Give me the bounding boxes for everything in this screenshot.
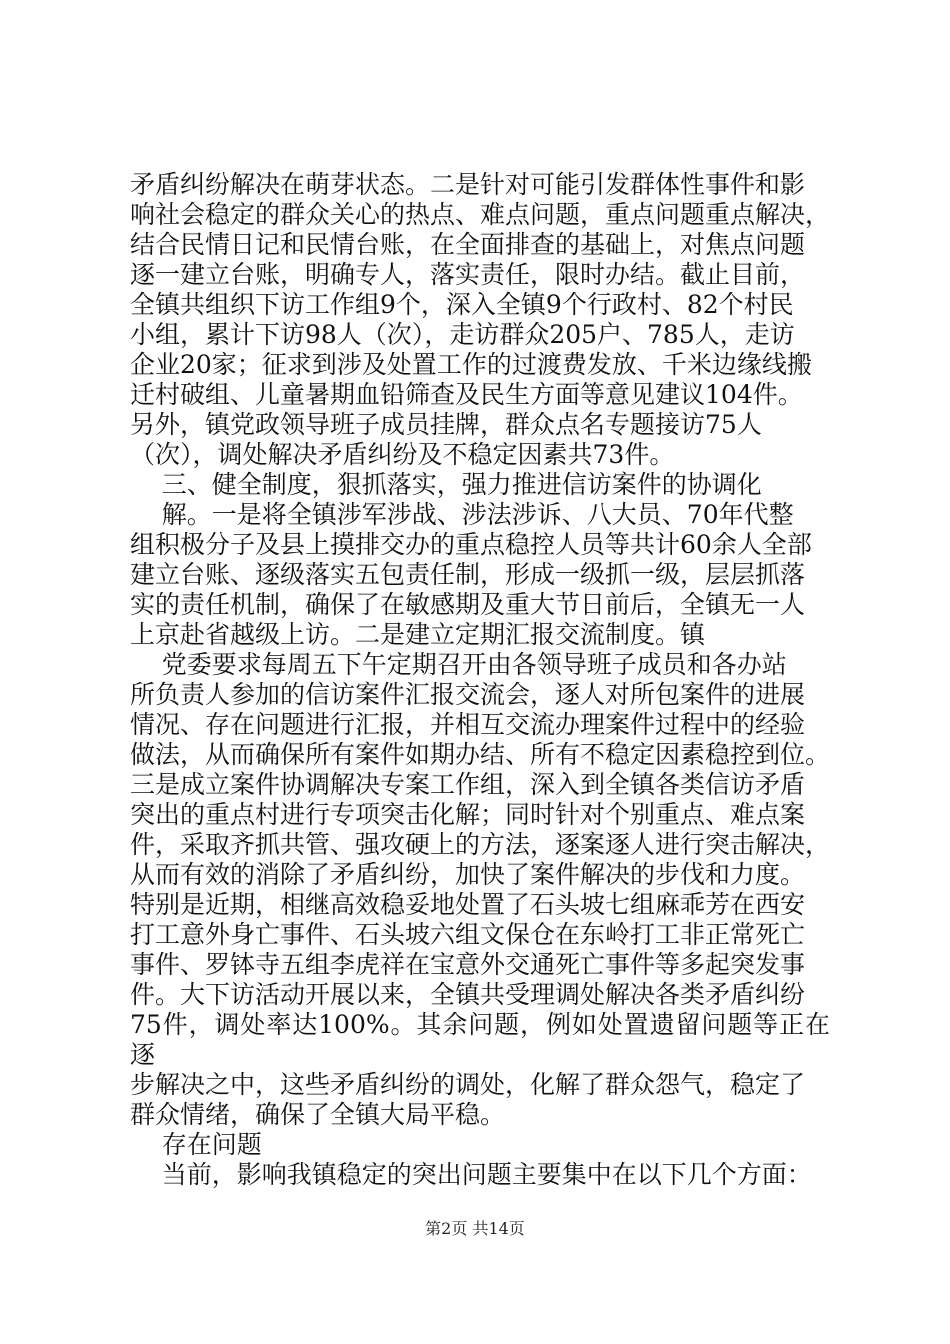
text-line: 做法，从而确保所有案件如期办结、所有不稳定因素稳控到位。	[130, 740, 831, 769]
text-line: 步解决之中，这些矛盾纠纷的调处，化解了群众怨气，稳定了	[130, 1070, 806, 1099]
text-line: 事件、罗钵寺五组李虎祥在宝意外交通死亡事件等多起突发事	[130, 950, 806, 979]
text-line: 件。大下访活动开展以来，全镇共受理调处解决各类矛盾纠纷	[130, 980, 806, 1009]
text-line: （次），调处解决矛盾纠纷及不稳定因素共73件。	[130, 440, 675, 469]
text-line: 所负责人参加的信访案件汇报交流会，逐人对所包案件的进展	[130, 680, 806, 709]
text-line: 群众情绪，确保了全镇大局平稳。	[130, 1100, 506, 1129]
text-line: 75件，调处率达100%。其余问题，例如处置遗留问题等正在逐	[130, 1010, 830, 1069]
text-line: 全镇共组织下访工作组9个，深入全镇9个行政村、82个村民	[130, 290, 794, 319]
text-line: 企业20家；征求到涉及处置工作的过渡费发放、千米边缘线搬	[130, 350, 812, 379]
document-body	[130, 170, 830, 1190]
text-line: 突出的重点村进行专项突击化解；同时针对个别重点、难点案	[130, 800, 806, 829]
text-line: 小组，累计下访98人（次），走访群众205户、785人，走访	[130, 320, 795, 349]
text-line: 从而有效的消除了矛盾纠纷，加快了案件解决的步伐和力度。	[130, 860, 806, 889]
text-line: 迁村破组、儿童暑期血铅筛查及民生方面等意见建议104件。	[130, 380, 803, 409]
text-line: 三、健全制度，狠抓落实，强力推进信访案件的协调化	[130, 470, 762, 499]
text-line: 打工意外身亡事件、石头坡六组文保仓在东岭打工非正常死亡	[130, 920, 806, 949]
text-line: 件，采取齐抓共管、强攻硬上的方法，逐案逐人进行突击解决，	[130, 830, 831, 859]
text-line: 上京赴省越级上访。二是建立定期汇报交流制度。镇	[130, 620, 706, 649]
text-line: 当前，影响我镇稳定的突出问题主要集中在以下几个方面：	[130, 1160, 812, 1189]
text-line: 建立台账、逐级落实五包责任制，形成一级抓一级，层层抓落	[130, 560, 806, 589]
text-line: 情况、存在问题进行汇报，并相互交流办理案件过程中的经验	[130, 710, 806, 739]
text-line: 实的责任机制，确保了在敏感期及重大节日前后，全镇无一人	[130, 590, 806, 619]
text-line: 解。一是将全镇涉军涉战、涉法涉诉、八大员、70年代整	[130, 500, 794, 529]
text-line: 结合民情日记和民情台账，在全面排查的基础上，对焦点问题	[130, 230, 806, 259]
page-footer: 第2页 共14页	[425, 1219, 525, 1238]
text-line: 逐一建立台账，明确专人，落实责任，限时办结。截止目前，	[130, 260, 806, 289]
text-line: 党委要求每周五下午定期召开由各领导班子成员和各办站	[130, 650, 787, 679]
body-text	[130, 170, 830, 1190]
text-line: 响社会稳定的群众关心的热点、难点问题，重点问题重点解决，	[130, 200, 831, 229]
text-line: 三是成立案件协调解决专案工作组，深入到全镇各类信访矛盾	[130, 770, 806, 799]
text-line: 另外，镇党政领导班子成员挂牌，群众点名专题接访75人	[130, 410, 762, 439]
text-line: 特别是近期，相继高效稳妥地处置了石头坡七组麻乖芳在西安	[130, 890, 806, 919]
section-heading: 存在问题	[130, 1130, 262, 1159]
text-line: 矛盾纠纷解决在萌芽状态。二是针对可能引发群体性事件和影	[130, 170, 806, 199]
text-line: 组积极分子及县上摸排交办的重点稳控人员等共计60余人全部	[130, 530, 812, 559]
